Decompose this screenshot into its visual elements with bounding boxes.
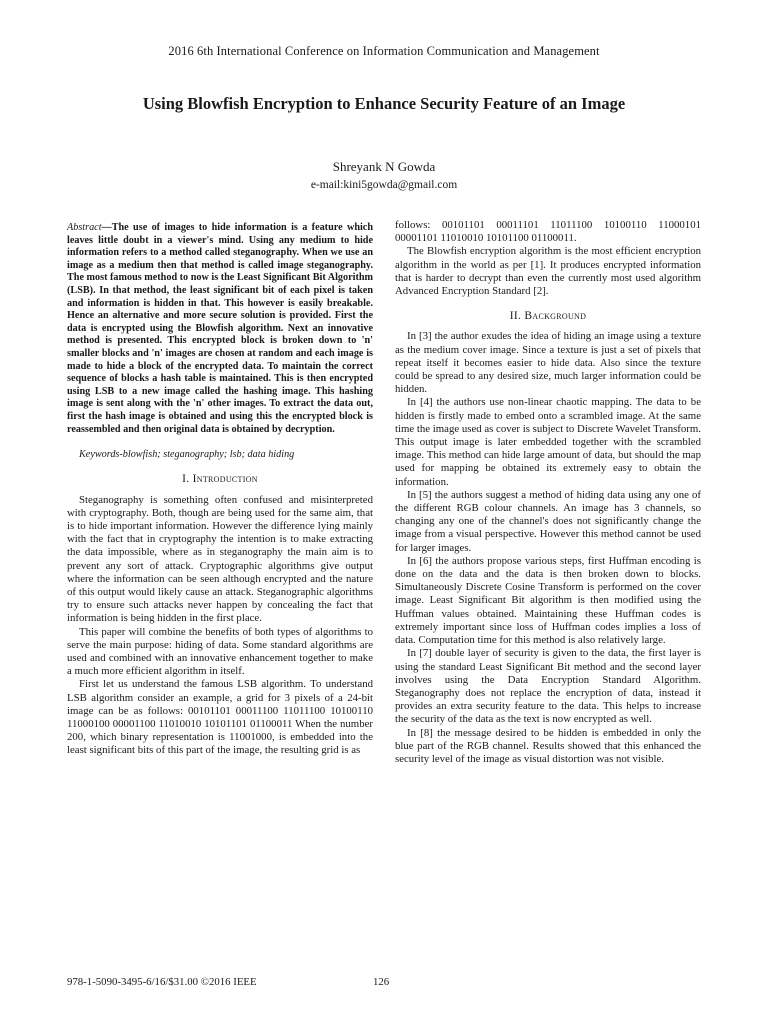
abstract <box>67 222 373 436</box>
paragraph: In [5] the authors suggest a method of hiding data using any one of the different RGB colour channels. An image has 3 channels, so changing any one of the channel's does not significantly change the image from a visual perspective. However this method cannot be used for larger images. <box>395 488 701 554</box>
abstract-text: The use of images to hide information is a feature which leaves little doubt in a viewer's mind. Using any medium to hide information refers to a method called steganography. When we use an image as a medium then that method is called image steganography. The most famous method to now is the Least Significant Bit Algorithm (LSB). In that method, the least significant bit of each pixel is taken and information is hidden in that. This however is easily breakable. Hence an alternative and more secure solution is provided. First the data is encrypted using the Blowfish algorithm. Next an innovative method is presented. This encrypted block is broken down to 'n' smaller blocks and 'n' images are chosen at random and each image is made to hide a block of the encrypted data. To maintain the correct sequence of blocks a hash table is maintained. This is then encrypted using LSB to a new image called the hashing image. This hashing image is sent along with the 'n' other images. To extract the data out, first the hash image is obtained and using this the encrypted block is reassembled and then original data is obtained by decryption. <box>67 222 373 435</box>
paper-title: Using Blowfish Encryption to Enhance Security Feature of an Image <box>142 94 626 113</box>
paragraph: In [7] double layer of security is given to the data, the first layer is using the standard Least Significant Bit method and the second layer involves using the Data Encryption Standard Algorithm. Steganography does not replace the encryption of data, instead it provides an extra security feature to the data. This helps to increase the security of the data as the text is now encrypted as well. <box>395 647 701 726</box>
paragraph: In [6] the authors propose various steps, first Huffman encoding is done on the data and the data is then broken down to blocks. Simultaneously Discrete Cosine Transform is performed on the cover image. Least Significant Bit algorithm is then modified using the Huffman values obtained. Maintaining these Huffman codes is extremely important since loss of Huffman codes implies a loss of data. Computation time for this method is also relatively large. <box>395 554 701 647</box>
paragraph: Steganography is something often confused and misinterpreted with cryptography. Both, though are being used for the same aim, that is to hide important information. However the difference lying mainly with the fact that in cryptography the intention is to make extracting the data impossible, where as in steganography the main aim is to prevent any sort of attack. Cryptographic algorithms give output where the information can be seen although encrypted and the nature of this output would likely cause an attack. Steganographic algorithms try to ensure such attacks never happen by concealing the fact that information is being hidden in the first place. <box>67 493 373 625</box>
section-number: I. <box>182 473 190 486</box>
abstract-dash: — <box>101 222 112 233</box>
paragraph: The Blowfish encryption algorithm is the most efficient encryption algorithm in the world as per [1]. It produces encrypted information that is harder to decrypt than even the currently most used algorithm Advanced Encryption Standard [2]. <box>395 245 701 298</box>
paragraph: In [3] the author exudes the idea of hiding an image using a texture as the medium cover image. Since a texture is just a set of pixels that repeat itself it becomes easier to hide data. Also since the texture could be spread to any desired size, much larger information could be hidden. <box>395 330 701 396</box>
conference-header: 2016 6th International Conference on Information Communication and Management <box>168 44 600 58</box>
author-name: Shreyank N Gowda <box>332 159 436 174</box>
keywords: Keywords-blowfish; steganography; lsb; data hiding <box>79 449 295 461</box>
paragraph: In [8] the message desired to be hidden is embedded in only the blue part of the RGB channel. Results showed that this enhanced the security level of the image as visual distortion was not visible. <box>395 726 701 765</box>
section-title: Introduction <box>192 473 258 486</box>
author-email: e-mail:kini5gowda@gmail.com <box>310 179 458 191</box>
paragraph-continuation: follows: 00101101 00011101 11011100 10100110 11000101 00001101 11010010 10101100 01100011. <box>395 219 701 245</box>
section-title: Background <box>524 310 587 323</box>
footer-isbn: 978-1-5090-3495-6/16/$31.00 ©2016 IEEE <box>67 976 257 988</box>
paragraph: This paper will combine the benefits of both types of algorithms to serve the main purpose: hiding of data. Some standard algorithms are used and combined with an innovative enhancement together to make a much more efficient algorithm in itself. <box>67 625 373 678</box>
page-number: 126 <box>373 976 390 988</box>
left-column <box>67 222 373 758</box>
section-heading-introduction <box>67 473 373 486</box>
section-number: II. <box>509 310 522 323</box>
right-column <box>395 219 701 766</box>
abstract-label: Abstract <box>67 222 102 233</box>
section-heading-background <box>395 310 701 323</box>
paragraph: First let us understand the famous LSB algorithm. To understand LSB algorithm consider an example, a grid for 3 pixels of a 24-bit image can be as follows: 00101101 00011100 11011100 10100110 11000100 00001100 11010010 10101101 01100011 When the number 200, which binary representation is 11001000, is embedded into the least significant bits of this part of the image, the resulting grid is as <box>67 678 373 757</box>
paragraph: In [4] the authors use non-linear chaotic mapping. The data to be hidden is firstly made to embed onto a scrambled image. At the same time the image used as cover is subject to Discrete Wavelet Transform. This output image is later embedded together with the scrambled image. This method can hide large amount of data, but should the map used for mapping be obtained its extremely easy to obtain the information. <box>395 396 701 488</box>
